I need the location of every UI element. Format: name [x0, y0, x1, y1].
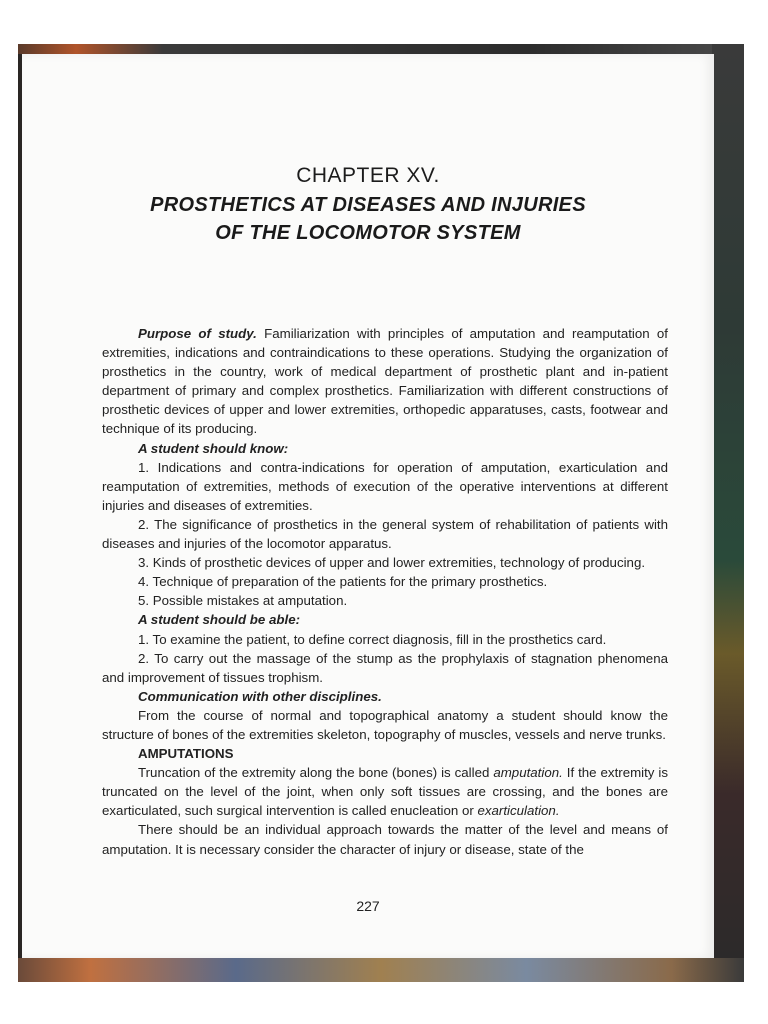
know-item-1: 1. Indications and contra-indications for operation of amputation, exarticulation and reamputation of extremities, methods of execution of the operative interventions at different injuries and diseases of extremities.	[102, 459, 668, 513]
communication-text: From the course of normal and topographical anatomy a student should know the structure of bones of the extremities skeleton, topography of muscles, vessels and nerve trunks.	[102, 707, 668, 742]
chapter-number: CHAPTER XV.	[296, 164, 440, 187]
book-edge-top	[18, 44, 744, 54]
purpose-paragraph	[102, 324, 668, 439]
communication-heading: Communication with other disciplines.	[138, 688, 382, 704]
amputations-heading: AMPUTATIONS	[138, 746, 234, 762]
page-body	[102, 324, 668, 859]
know-heading: A student should know:	[138, 440, 289, 456]
chapter-title-line-1: PROSTHETICS AT DISEASES AND INJURIES	[150, 194, 586, 216]
amputation-definition-paragraph	[102, 763, 668, 820]
amputation-term: amputation.	[493, 765, 563, 781]
chapter-title-line-2: OF THE LOCOMOTOR SYSTEM	[215, 222, 521, 244]
purpose-heading: Purpose of study.	[138, 326, 257, 341]
book-page	[22, 54, 714, 958]
know-item-4: 4. Technique of preparation of the patients for the primary prosthetics.	[138, 574, 548, 590]
amputation-text-b: If the extremity is truncated on the level of the joint, when only soft tissues are crossing, and the bones are exarticulated, such surgical intervention is called enucleation or	[102, 765, 669, 819]
exarticulation-term: exarticulation.	[477, 803, 560, 819]
approach-paragraph: There should be an individual approach towards the matter of the level and means of amputation. It is necessary consider the character of injury or disease, state of the	[102, 822, 668, 857]
able-item-2: 2. To carry out the massage of the stump as the prophylaxis of stagnation phenomena and improvement of tissues trophism.	[102, 650, 668, 685]
book-edge-bottom	[18, 958, 744, 982]
know-item-2: 2. The significance of prosthetics in the general system of rehabilitation of patients with diseases and injuries of the locomotor apparatus.	[102, 516, 668, 552]
amputation-text-a: Truncation of the extremity along the bone (bones) is called	[138, 765, 494, 781]
book-edge-right	[712, 44, 744, 982]
able-item-1: 1. To examine the patient, to define correct diagnosis, fill in the prosthetics card.	[138, 631, 607, 647]
able-heading: A student should be able:	[138, 612, 301, 628]
purpose-text: Familiarization with principles of amputation and reamputation of extremities, indications and contraindications to these operations. Studying the organization of prosthetics in the country, work of medical department of prosthetic plant and in-patient department of primary and complex prosthetics. Familiarization with different constructions of prosthetic devices of upper and lower extremities, orthopedic apparatuses, casts, footwear and technique of its producing.	[102, 326, 668, 437]
know-item-3: 3. Kinds of prosthetic devices of upper and lower extremities, technology of producing.	[138, 555, 646, 571]
page-number: 227	[356, 898, 380, 914]
know-item-5: 5. Possible mistakes at amputation.	[138, 593, 348, 609]
